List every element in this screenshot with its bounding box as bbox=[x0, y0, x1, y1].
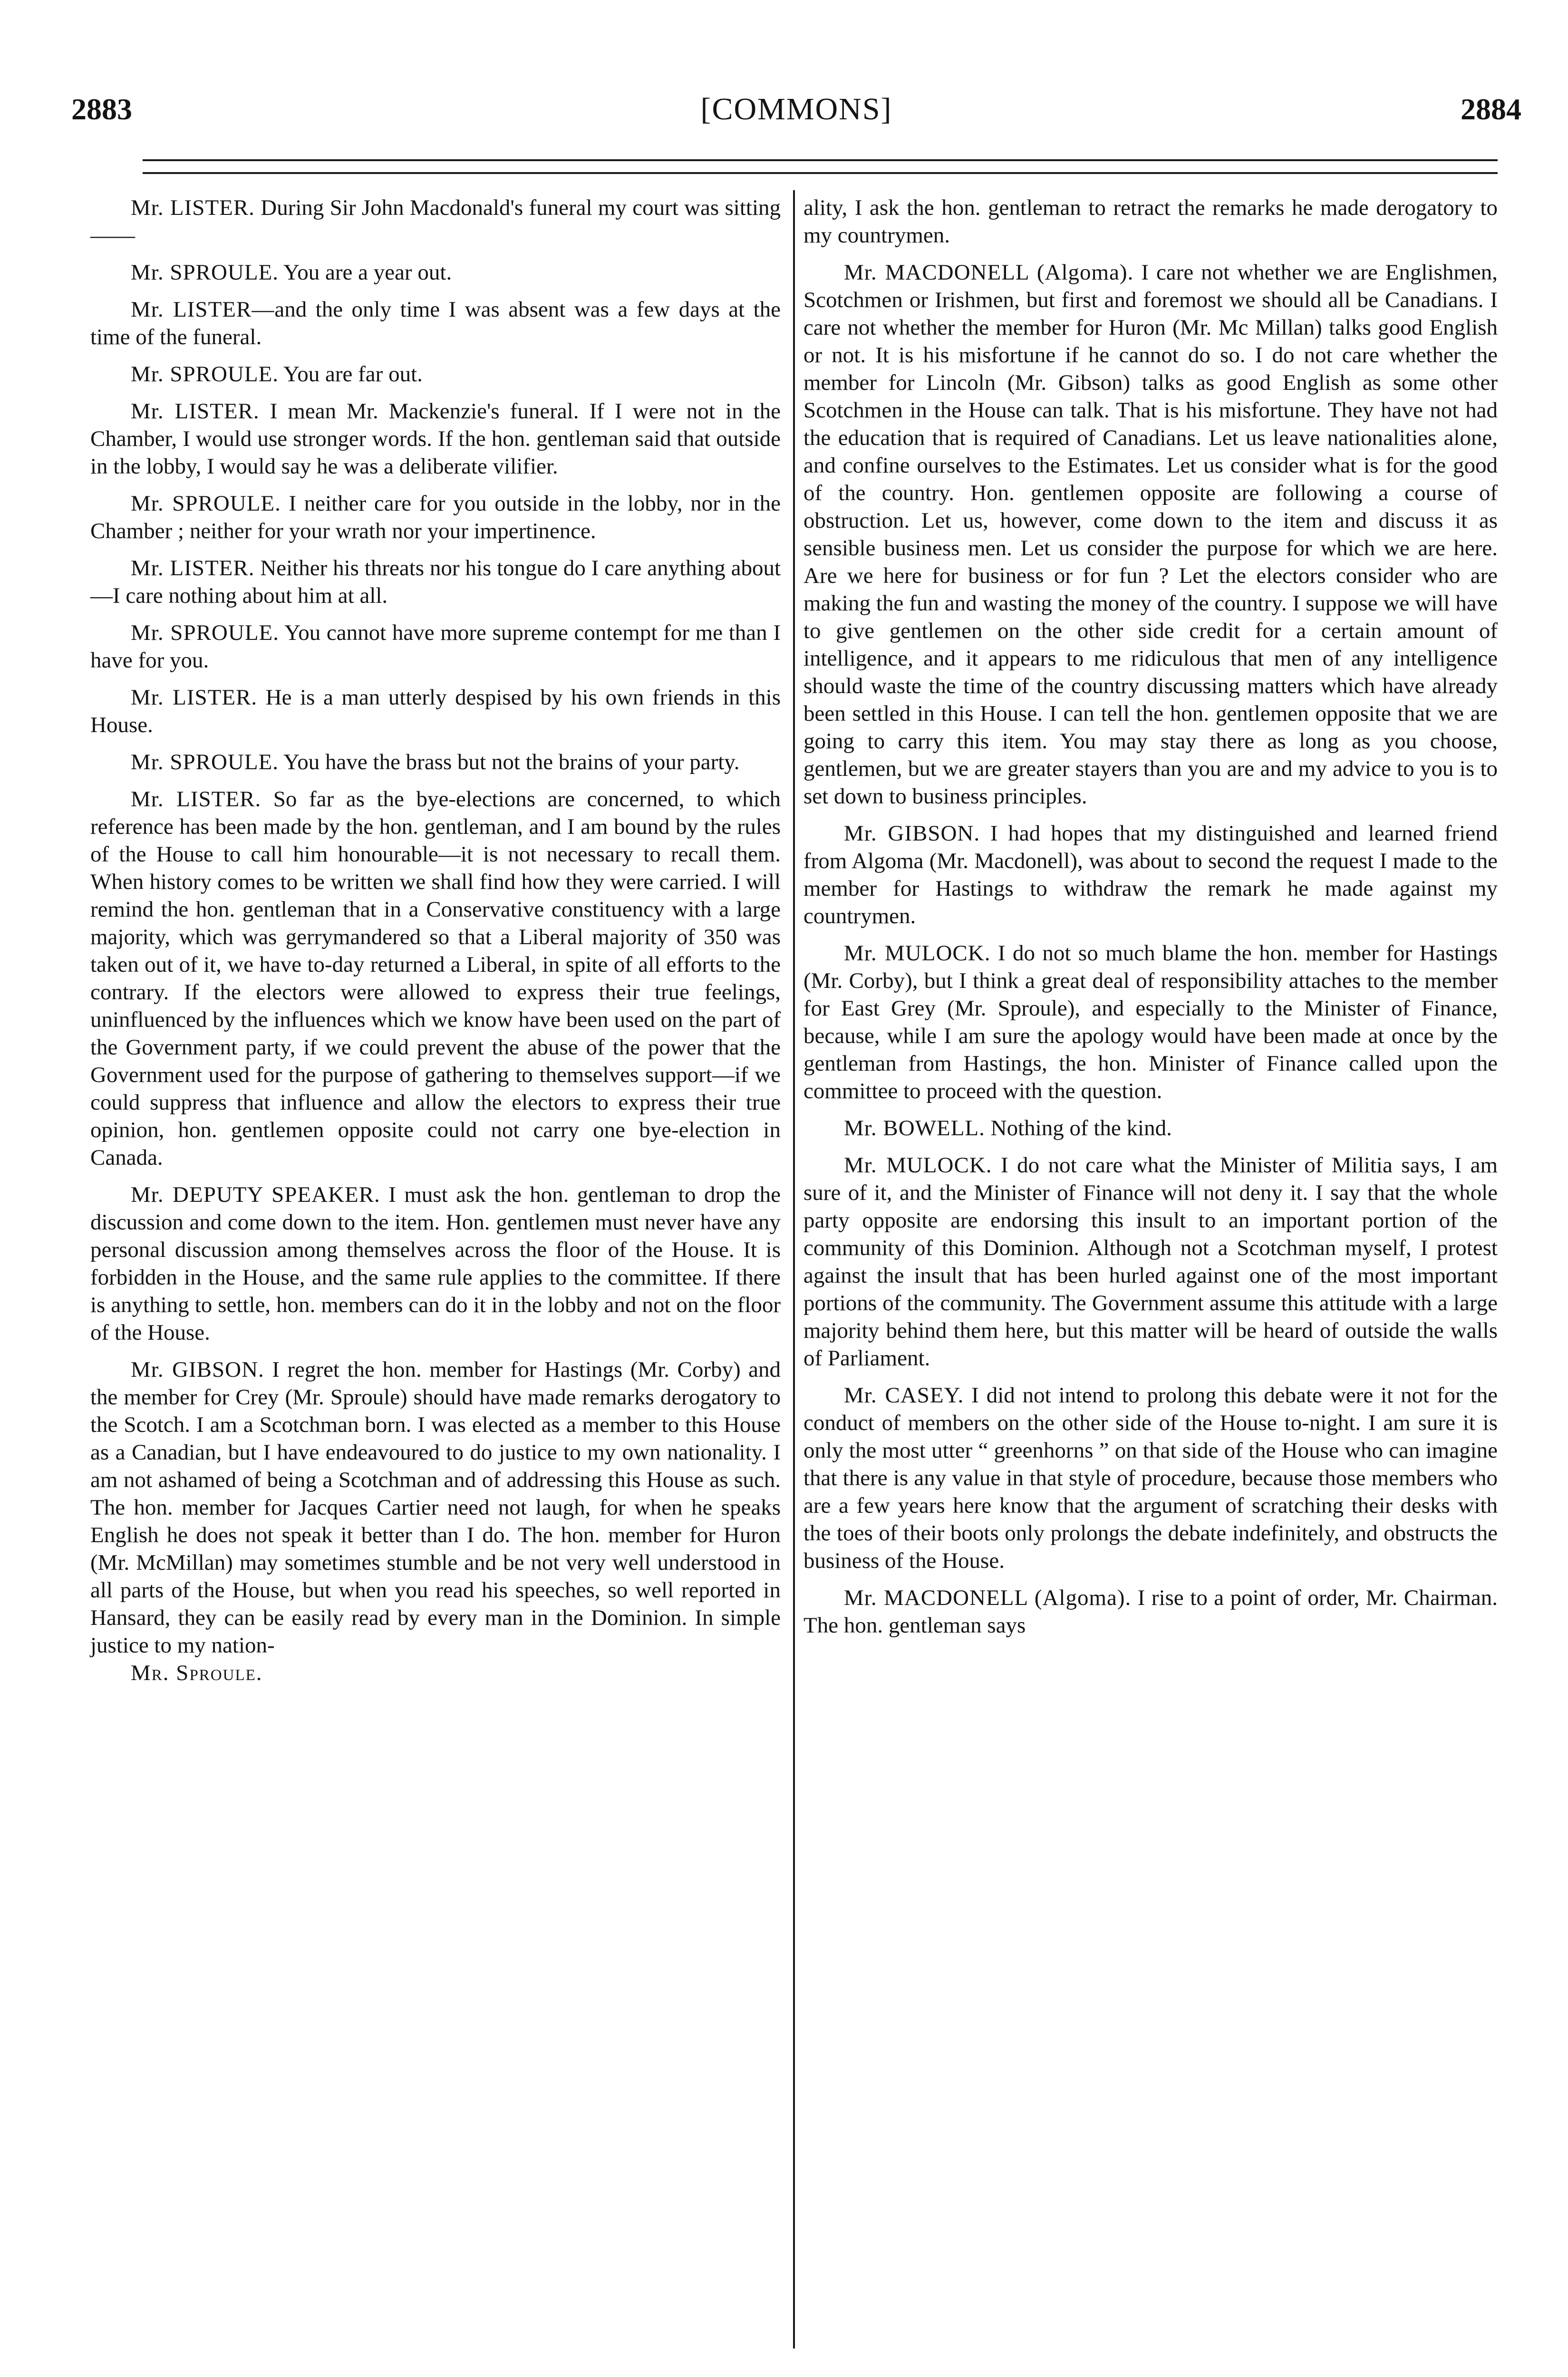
speech-paragraph bbox=[90, 296, 781, 351]
speech-text: So far as the bye-elections are concerned, to which reference has been made by the hon. gentleman, and I am bound by the rules of the House to call him honourable—it is not necessary to recall them. When history comes to be written we shall find how they were carried. I will remind the hon. gentleman that in a Conservative constituency with a large majority, which was gerrymandered so that a Liberal majority of 350 was taken out of it, we have to-day returned a Liberal, in spite of all efforts to the contrary. If the electors were allowed to express their true feelings, uninfluenced by the influences which we know have been used on the part of the Government party, if we could prevent the abuse of the power that the Government used for the purpose of gathering to themselves support—if we could suppress that influence and allow the electors to express their true opinion, hon. gentlemen opposite could not carry one bye-election in Canada. bbox=[90, 787, 781, 1170]
speech-paragraph bbox=[90, 360, 781, 388]
speaker-name: Mr. LISTER. bbox=[131, 399, 260, 424]
speech-text: During Sir John Macdonald's funeral my court was sitting—— bbox=[90, 195, 781, 248]
speaker-name: Mr. GIBSON. bbox=[131, 1357, 264, 1382]
speech-paragraph bbox=[90, 748, 781, 776]
speech-paragraph bbox=[803, 194, 1498, 249]
speaker-name: Mr. CASEY. bbox=[844, 1383, 964, 1408]
speech-paragraph bbox=[90, 684, 781, 739]
speech-text: I mean Mr. Mackenzie's funeral. If I were not in the Chamber, I would use stronger words. If the hon. gentleman said that outside in the lobby, I would say he was a deliberate vilifier. bbox=[90, 399, 781, 479]
speaker-name: Mr. BOWELL. bbox=[844, 1116, 985, 1140]
speech-text: I had hopes that my distinguished and learned friend from Algoma (Mr. Macdonell), was about to second the request I made to the member for Hastings to withdraw the remark he made against my countrymen. bbox=[803, 821, 1498, 928]
speaker-name: Mr. MULOCK. bbox=[844, 1153, 992, 1178]
speech-paragraph bbox=[803, 1382, 1498, 1575]
speaker-name: Mr. MACDONELL (Algoma). bbox=[844, 1585, 1132, 1610]
speech-paragraph bbox=[90, 1181, 781, 1346]
speech-text: I regret the hon. member for Hastings (Mr. Corby) and the member for Crey (Mr. Sproule) should have made remarks derogatory to the Scotch. I am a Scotchman born. I was elected as a member to this House as a Canadian, but I have endeavoured to do justice to my own nationality. I am not ashamed of being a Scotchman and of addressing this House as such. The hon. member for Jacques Cartier need not laugh, for when he speaks English he does not speak it better than I do. The hon. member for Huron (Mr. McMillan) may sometimes stumble and be not very well understood in all parts of the House, but when you read his speeches, so well reported in Hansard, they can be easily read by every man in the Dominion. In simple justice to my nation- bbox=[90, 1357, 781, 1658]
speech-text: Nothing of the kind. bbox=[990, 1116, 1172, 1140]
speech-text: I rise to a point of order, Mr. Chairman. The hon. gentleman says bbox=[803, 1585, 1498, 1638]
speech-paragraph bbox=[803, 259, 1498, 810]
speech-text: He is a man utterly despised by his own friends in this House. bbox=[90, 685, 781, 737]
speaker-name: Mr. DEPUTY SPEAKER. bbox=[131, 1182, 380, 1207]
catchword: Mr. Sproule. bbox=[131, 1661, 263, 1685]
speech-paragraph bbox=[803, 939, 1498, 1105]
speech-paragraph bbox=[90, 259, 781, 286]
page-number-left: 2883 bbox=[71, 92, 132, 126]
speech-paragraph bbox=[90, 194, 781, 249]
speech-text: You cannot have more supreme contempt for me than I have for you. bbox=[90, 620, 781, 673]
column-divider bbox=[793, 190, 795, 2348]
speech-paragraph bbox=[803, 1151, 1498, 1372]
speaker-name: Mr. LISTER. bbox=[131, 685, 258, 710]
speaker-name: Mr. MACDONELL (Algoma). bbox=[844, 260, 1134, 285]
speech-text: and the only time I was absent was a few days at the time of the funeral. bbox=[90, 297, 781, 349]
speech-paragraph bbox=[803, 1584, 1498, 1639]
speech-text: I must ask the hon. gentleman to drop the discussion and come down to the item. Hon. gentlemen must never have any personal discussion among themselves across the floor of the House. It is forbidden in the House, and the same rule applies to the committee. If there is anything to settle, hon. members can do it in the lobby and not on the floor of the House. bbox=[90, 1182, 781, 1345]
speech-paragraph bbox=[90, 785, 781, 1171]
speech-text: I did not intend to prolong this debate were it not for the conduct of members on the other side of the House to-night. I am sure it is only the most utter “ greenhorns ” on that side of the House who can imagine that there is any value in that style of procedure, because those members who are a few years here know that the argument of scratching their desks with the toes of their boots only prolongs the debate indefinitely, and obstructs the business of the House. bbox=[803, 1383, 1498, 1573]
speaker-name: Mr. SPROULE. bbox=[131, 491, 281, 516]
speaker-name: Mr. LISTER. bbox=[131, 195, 255, 220]
speech-paragraph bbox=[90, 490, 781, 545]
speaker-name: Mr. SPROULE. bbox=[131, 362, 279, 387]
speech-paragraph bbox=[803, 820, 1498, 930]
right-column bbox=[803, 194, 1498, 1649]
speech-text: ality, I ask the hon. gentleman to retract the remarks he made derogatory to my countrymen. bbox=[803, 195, 1498, 248]
speech-text: You have the brass but not the brains of your party. bbox=[283, 750, 740, 774]
speaker-name: Mr. SPROULE. bbox=[131, 260, 279, 285]
page-header bbox=[71, 83, 1521, 135]
speech-text: You are far out. bbox=[283, 362, 423, 387]
speech-text: I neither care for you outside in the lobby, nor in the Chamber ; neither for your wrath nor your impertinence. bbox=[90, 491, 781, 543]
speech-text: You are a year out. bbox=[283, 260, 452, 285]
speaker-name: Mr. GIBSON. bbox=[844, 821, 980, 846]
speech-paragraph bbox=[90, 397, 781, 480]
header-rule-bottom bbox=[143, 172, 1498, 174]
speech-paragraph bbox=[90, 1356, 781, 1659]
speaker-name: Mr. LISTER. bbox=[131, 787, 261, 812]
speaker-name: Mr. MULOCK. bbox=[844, 941, 991, 966]
header-rule-top bbox=[143, 159, 1498, 161]
speech-paragraph bbox=[90, 554, 781, 609]
speaker-name: Mr. SPROULE. bbox=[131, 620, 279, 645]
speaker-name: Mr. LISTER— bbox=[131, 297, 275, 322]
speaker-name: Mr. SPROULE. bbox=[131, 750, 279, 774]
page-number-right: 2884 bbox=[1461, 92, 1521, 126]
speech-paragraph bbox=[803, 1114, 1498, 1142]
speaker-name: Mr. LISTER. bbox=[131, 556, 255, 580]
speech-paragraph bbox=[90, 619, 781, 674]
speech-text: I care not whether we are Englishmen, Scotchmen or Irishmen, but first and foremost we should all be Canadians. I care not whether the member for Huron (Mr. Mc Millan) talks good English or not. It is his misfortune if he cannot do so. I do not care whether the member for Lincoln (Mr. Gibson) talks as good English as some other Scotchmen in the House can talk. That is his misfortune. They have not had the education that is required of Canadians. Let us leave nationalities alone, and confine ourselves to the Estimates. Let us consider what is for the good of the country. Hon. gentlemen opposite are following a course of obstruction. Let us, however, come down to the item and discuss it as sensible business men. Let us consider the purpose for which we are here. Are we here for business or for fun ? Let the electors consider who are making the fun and wasting the money of the country. I suppose we will have to give gentlemen on the other side credit for a certain amount of intelligence, and it appears to me ridiculous that men of any intelligence should waste the time of the country discussing matters which have already been settled in this House. I can tell the hon. gentlemen opposite that we are going to carry this item. You may stay there as long as you choose, gentlemen, but we are greater stayers than you are and my advice to you is to set down to business principles. bbox=[803, 260, 1498, 809]
speech-text: Neither his threats nor his tongue do I care anything about—I care nothing about him at all. bbox=[90, 556, 781, 608]
speech-text: I do not so much blame the hon. member for Hastings (Mr. Corby), but I think a great deal of responsibility attaches to the member for East Grey (Mr. Sproule), and especially to the Minister of Finance, because, while I am sure the apology would have been made at once by the gentleman from Hastings, the hon. Minister of Finance called upon the committee to proceed with the question. bbox=[803, 941, 1498, 1103]
speech-text: I do not care what the Minister of Militia says, I am sure of it, and the Minister of Finance will not deny it. I say that the whole party opposite are endorsing this insult to an important portion of the community of this Dominion. Although not a Scotchman myself, I protest against the insult that has been hurled against one of the most important portions of the community. The Government assume this attitude with a large majority behind them here, but this matter will be heard of outside the walls of Parliament. bbox=[803, 1153, 1498, 1371]
running-head: [COMMONS] bbox=[700, 92, 892, 126]
left-column bbox=[90, 194, 781, 1687]
